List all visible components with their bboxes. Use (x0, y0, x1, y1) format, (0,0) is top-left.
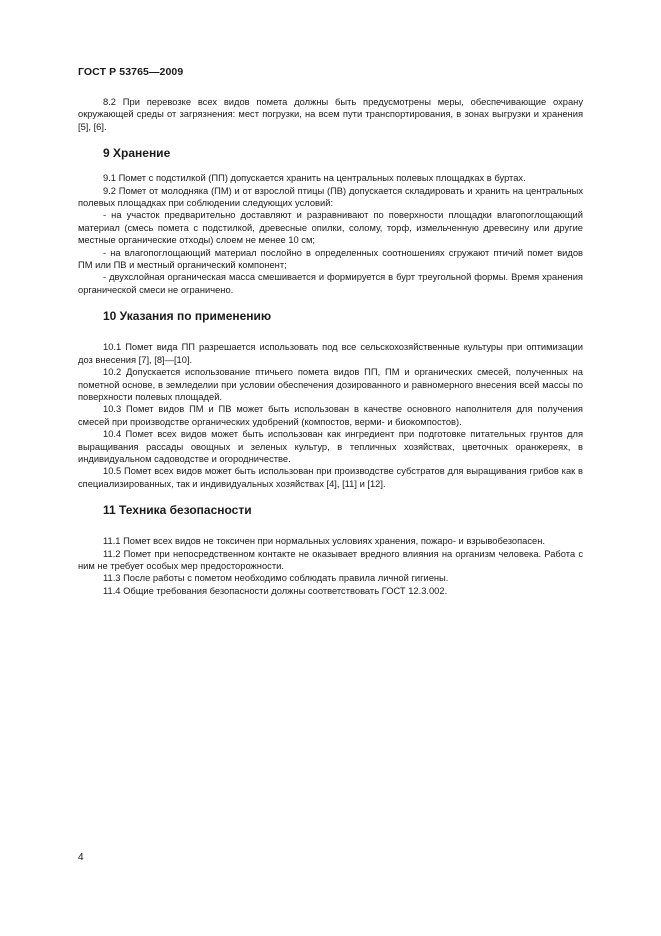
paragraph-8-2: 8.2 При перевозке всех видов помета должны быть предусмотрены меры, обеспечивающие охрану окружающей среды от загрязнения: мест погрузки, на всем пути транспортирования, в зонах выгрузки и хранения [5], [6]. (78, 97, 583, 132)
document-code-header: ГОСТ Р 53765—2009 (78, 66, 184, 78)
paragraph-11-2: 11.2 Помет при непосредственном контакте не оказывает вредного влияния на организм человека. Работа с ним не требует особых мер предосторожности. (78, 548, 583, 571)
list-item-9-2-b: - на влагопоглощающий материал послойно в определенных соотношениях сгружают птичий помет видов ПМ или ПВ и местный органический компонент; (78, 247, 583, 271)
paragraph-10-4: 10.4 Помет всех видов может быть использован как ингредиент при подготовке питательных грунтов для выращивания рассады овощных и зеленых культур, в тепличных хозяйствах, цветочных оранжереях, в индивидуальном садоводстве и огородничестве. (78, 429, 583, 464)
section-heading-safety: 11 Техника безопасности (103, 503, 252, 518)
section-heading-storage: 9 Хранение (103, 146, 171, 161)
list-item-9-2-c: - двухслойная органическая масса смешивается и формируется в бурт треугольной формы. Время хранения органической смеси не ограничено. (78, 272, 583, 295)
list-item-9-2-a: - на участок предварительно доставляют и разравнивают по поверхности площадки влагопоглощающий материал (смесь помета с подстилкой, древесные опилки, солому, торф, измельченную древесину или другие местные органические отходы) слоем не менее 10 см; (78, 210, 583, 246)
paragraph-10-5: 10.5 Помет всех видов может быть использован при производстве субстратов для выращивания грибов как в специализированных, так и индивидуальных хозяйствах [4], [11] и [12]. (78, 466, 583, 489)
paragraph-10-2: 10.2 Допускается использование птичьего помета видов ПП, ПМ и органических смесей, полученных на пометной основе, в земледелии при условии обеспечения дозированного и равномерного внесения всей массы по поверхности полевых площадей. (78, 367, 583, 402)
paragraph-11-1: 11.1 Помет всех видов не токсичен при нормальных условиях хранения, пожаро- и взрывобезопасен. (103, 536, 545, 547)
paragraph-11-4: 11.4 Общие требования безопасности должны соответствовать ГОСТ 12.3.002. (103, 585, 448, 596)
paragraph-9-2: 9.2 Помет от молодняка (ПМ) и от взрослой птицы (ПВ) допускается складировать и хранить на центральных полевых площадках при соблюдении следующих условий: (78, 185, 583, 209)
page-content (78, 96, 583, 597)
paragraph-11-3: 11.3 После работы с пометом необходимо соблюдать правила личной гигиены. (103, 573, 449, 584)
page-number: 4 (78, 852, 84, 863)
section-heading-application: 10 Указания по применению (103, 309, 272, 324)
paragraph-10-1: 10.1 Помет вида ПП разрешается использовать под все сельскохозяйственные культуры при оптимизации доз внесения [7], [8]—[10]. (78, 342, 583, 365)
paragraph-10-3: 10.3 Помет видов ПМ и ПВ может быть использован в качестве основного наполнителя для получения смесей при производстве органических удобрений (компостов, верми- и биокомпостов). (78, 404, 583, 427)
paragraph-9-1: 9.1 Помет с подстилкой (ПП) допускается хранить на центральных полевых площадках в буртах. (103, 173, 526, 184)
